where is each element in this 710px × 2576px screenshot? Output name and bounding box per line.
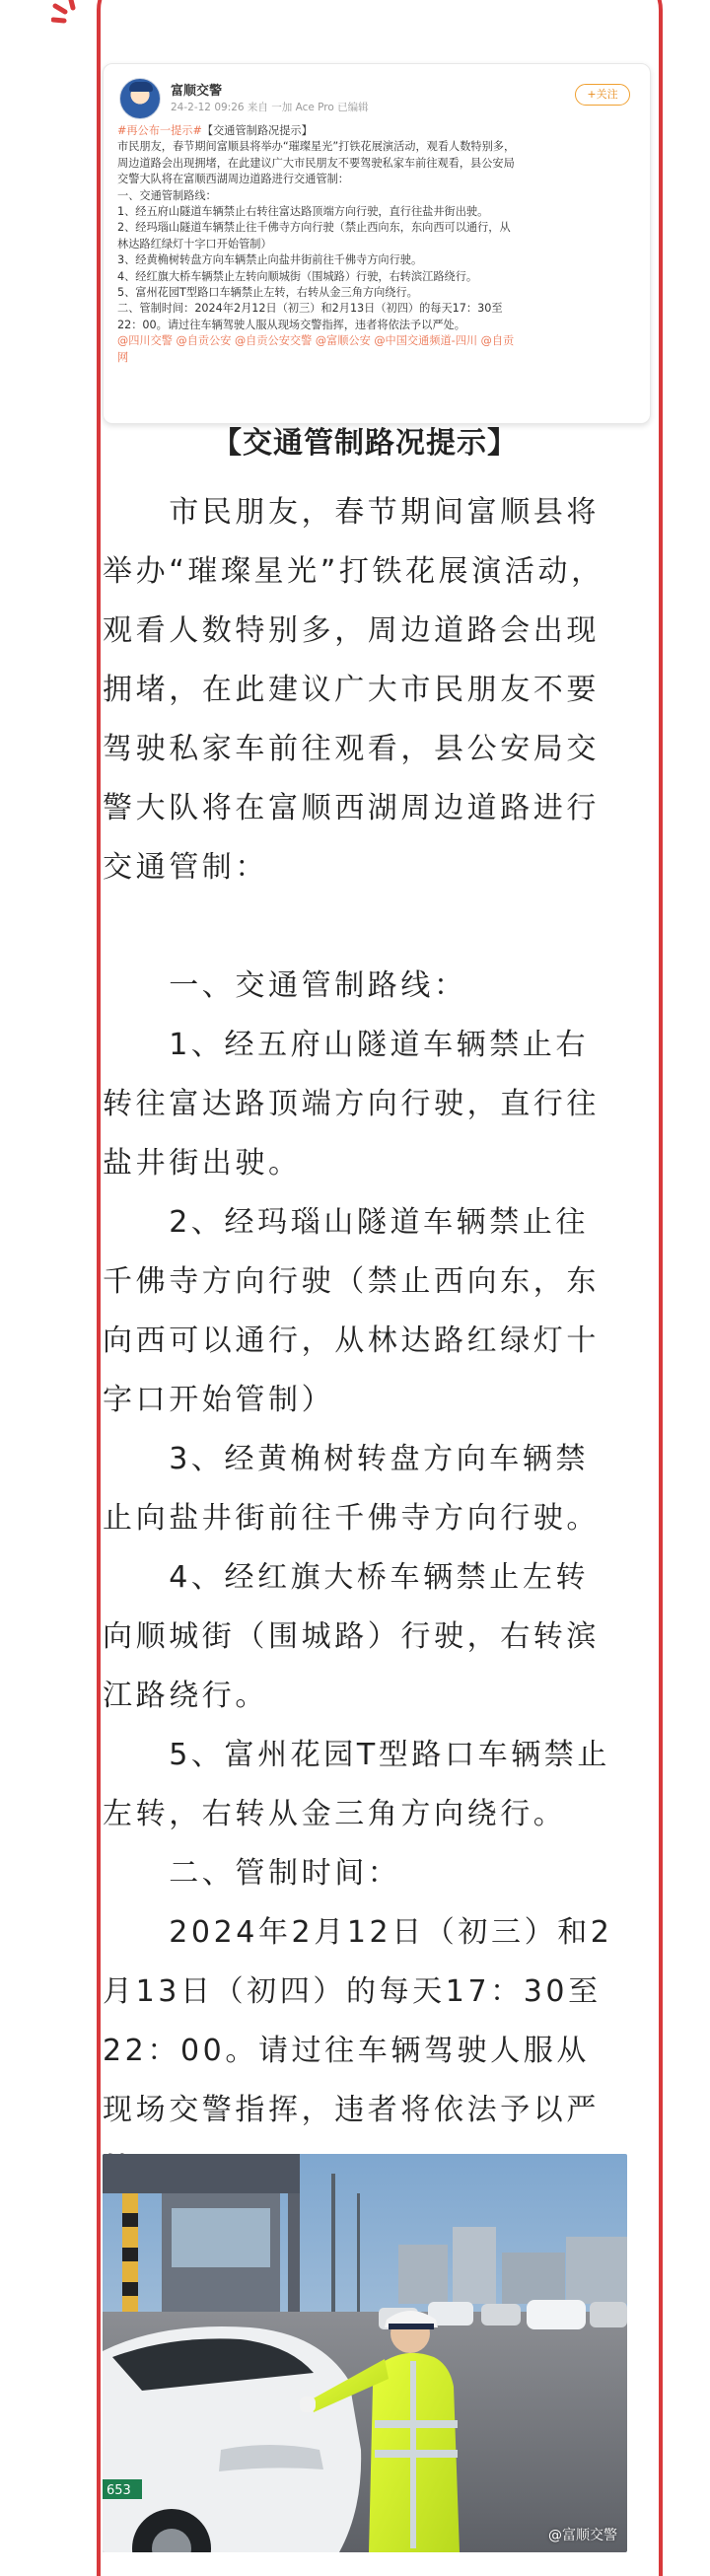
post-text-segment: 2、经玛瑙山隧道车辆禁止往千佛寺方向行驶（禁止西向东，东向西可以通行，从 bbox=[117, 221, 511, 235]
post-text-line bbox=[117, 301, 630, 317]
article-line: 月13日（初四）的每天17：30至 bbox=[103, 1974, 602, 2009]
article-line: 一、交通管制路线： bbox=[103, 968, 467, 1003]
weibo-post-card[interactable] bbox=[103, 63, 651, 424]
article-line: 现场交警指挥，违者将依法予以严 bbox=[103, 2093, 600, 2127]
post-text-segment: 1、经五府山隧道车辆禁止右转往富达路顶端方向行驶，直行往盐井街出驶。 bbox=[117, 205, 489, 219]
post-header bbox=[117, 74, 636, 123]
article-line: 字口开始管制） bbox=[103, 1383, 335, 1417]
post-text-line bbox=[117, 318, 630, 333]
article-line: 2024年2月12日（初三）和2 bbox=[103, 1915, 613, 1950]
post-text-segment: 3、经黄桷树转盘方向车辆禁止向盐井街前往千佛寺方向行驶。 bbox=[117, 253, 423, 267]
article-line: 驾驶私家车前往观看，县公安局交 bbox=[103, 732, 600, 766]
mention-links[interactable]: 网 bbox=[117, 350, 129, 364]
article-line: 2、经玛瑙山隧道车辆禁止往 bbox=[103, 1205, 590, 1240]
article-paragraph bbox=[103, 1430, 627, 1548]
article-line: 3、经黄桷树转盘方向车辆禁 bbox=[103, 1442, 590, 1476]
post-text-line bbox=[117, 237, 630, 252]
article-line: 止向盐井街前往千佛寺方向行驶。 bbox=[103, 1501, 600, 1536]
post-text-segment: 二、管制时间：2024年2月12日（初三）和2月13日（初四）的每天17：30至 bbox=[117, 302, 503, 316]
article-line: 市民朋友，春节期间富顺县将 bbox=[103, 495, 600, 530]
post-text-line bbox=[117, 285, 630, 301]
article-line: 千佛寺方向行驶（禁止西向东，东 bbox=[103, 1264, 600, 1299]
post-text-line bbox=[117, 220, 630, 236]
post-text-segment: 林达路红绿灯十字口开始管制） bbox=[117, 237, 272, 250]
article-line: 1、经五府山隧道车辆禁止右 bbox=[103, 1028, 590, 1062]
article-line: 观看人数特别多，周边道路会出现 bbox=[103, 613, 600, 648]
article-paragraph bbox=[103, 1016, 627, 1193]
photo-watermark: @富顺交警 bbox=[548, 2528, 617, 2543]
article-line: 交通管制： bbox=[103, 850, 268, 885]
post-text-line bbox=[117, 204, 630, 220]
article-line: 举办“璀璨星光”打铁花展演活动， bbox=[103, 554, 604, 589]
account-avatar[interactable] bbox=[119, 78, 161, 119]
article-line: 5、富州花园T型路口车辆禁止 bbox=[103, 1738, 611, 1772]
article-line: 盐井街出驶。 bbox=[103, 1146, 302, 1181]
traffic-police-photo bbox=[103, 2154, 627, 2552]
post-text-line bbox=[117, 333, 630, 349]
article-line: 4、经红旗大桥车辆禁止左转 bbox=[103, 1560, 590, 1595]
post-text-line bbox=[117, 252, 630, 268]
article-heading: 【交通管制路况提示】 bbox=[212, 426, 518, 461]
post-meta: 24-2-12 09:26 来自 一加 Ace Pro 已编辑 bbox=[171, 102, 369, 113]
mention-links[interactable]: @四川交警 @自贡公安 @自贡公安交警 @富顺公安 @中国交通频道-四川 @自贡 bbox=[117, 334, 515, 348]
post-text-segment: 市民朋友，春节期间富顺县将举办“璀璨星光”打铁花展演活动，观看人数特别多， bbox=[117, 140, 516, 154]
post-text-line bbox=[117, 350, 630, 366]
post-text-segment: 周边道路会出现拥堵，在此建议广大市民朋友不要驾驶私家车前往观看，县公安局 bbox=[117, 156, 515, 170]
article-line: 转往富达路顶端方向行驶，直行往 bbox=[103, 1087, 600, 1121]
post-text-segment: 交警大队将在富顺西湖周边道路进行交通管制： bbox=[117, 173, 349, 186]
article-paragraph bbox=[103, 1844, 627, 1903]
post-text-line bbox=[117, 269, 630, 285]
post-text-segment: 4、经红旗大桥车辆禁止左转向顺城街（围城路）行驶，右转滨江路绕行。 bbox=[117, 269, 478, 283]
article-paragraph bbox=[103, 483, 627, 897]
car-plate: 653 bbox=[106, 2483, 131, 2498]
post-text-segment: 22：00。请过往车辆驾驶人服从现场交警指挥，违者将依法予以严处。 bbox=[117, 318, 465, 331]
hashtag-link[interactable]: #再公布一提示# bbox=[117, 124, 202, 137]
article-line: 22：00。请过往车辆驾驶人服从 bbox=[103, 2034, 590, 2068]
article-line: 向西可以通行，从林达路红绿灯十 bbox=[103, 1324, 600, 1358]
post-text-segment: 【交通管制路况提示】 bbox=[201, 124, 313, 137]
article-line: 拥堵，在此建议广大市民朋友不要 bbox=[103, 673, 600, 707]
article-line: 左转，右转从金三角方向绕行。 bbox=[103, 1797, 567, 1831]
post-text-line bbox=[117, 139, 630, 155]
article-paragraph bbox=[103, 1548, 627, 1726]
article-paragraph bbox=[103, 957, 627, 1016]
article-paragraph bbox=[103, 1193, 627, 1430]
decorative-rays-icon bbox=[51, 0, 91, 34]
post-text-segment: 一、交通管制路线： bbox=[117, 188, 217, 202]
article-paragraph bbox=[103, 1726, 627, 1844]
post-text-line bbox=[117, 156, 630, 172]
post-text-line bbox=[117, 123, 630, 139]
article-line: 江路绕行。 bbox=[103, 1679, 268, 1713]
post-text bbox=[117, 123, 630, 366]
post-text-line bbox=[117, 188, 630, 204]
account-name[interactable]: 富顺交警 bbox=[171, 84, 223, 99]
article-line: 二、管制时间： bbox=[103, 1856, 401, 1891]
article-line: 向顺城街（围城路）行驶，右转滨 bbox=[103, 1619, 600, 1654]
post-text-line bbox=[117, 172, 630, 187]
article-line: 警大队将在富顺西湖周边道路进行 bbox=[103, 791, 600, 825]
follow-button[interactable]: +关注 bbox=[575, 84, 630, 106]
photo-illustration bbox=[103, 2154, 627, 2552]
post-text-segment: 5、富州花园T型路口车辆禁止左转，右转从金三角方向绕行。 bbox=[117, 286, 418, 300]
